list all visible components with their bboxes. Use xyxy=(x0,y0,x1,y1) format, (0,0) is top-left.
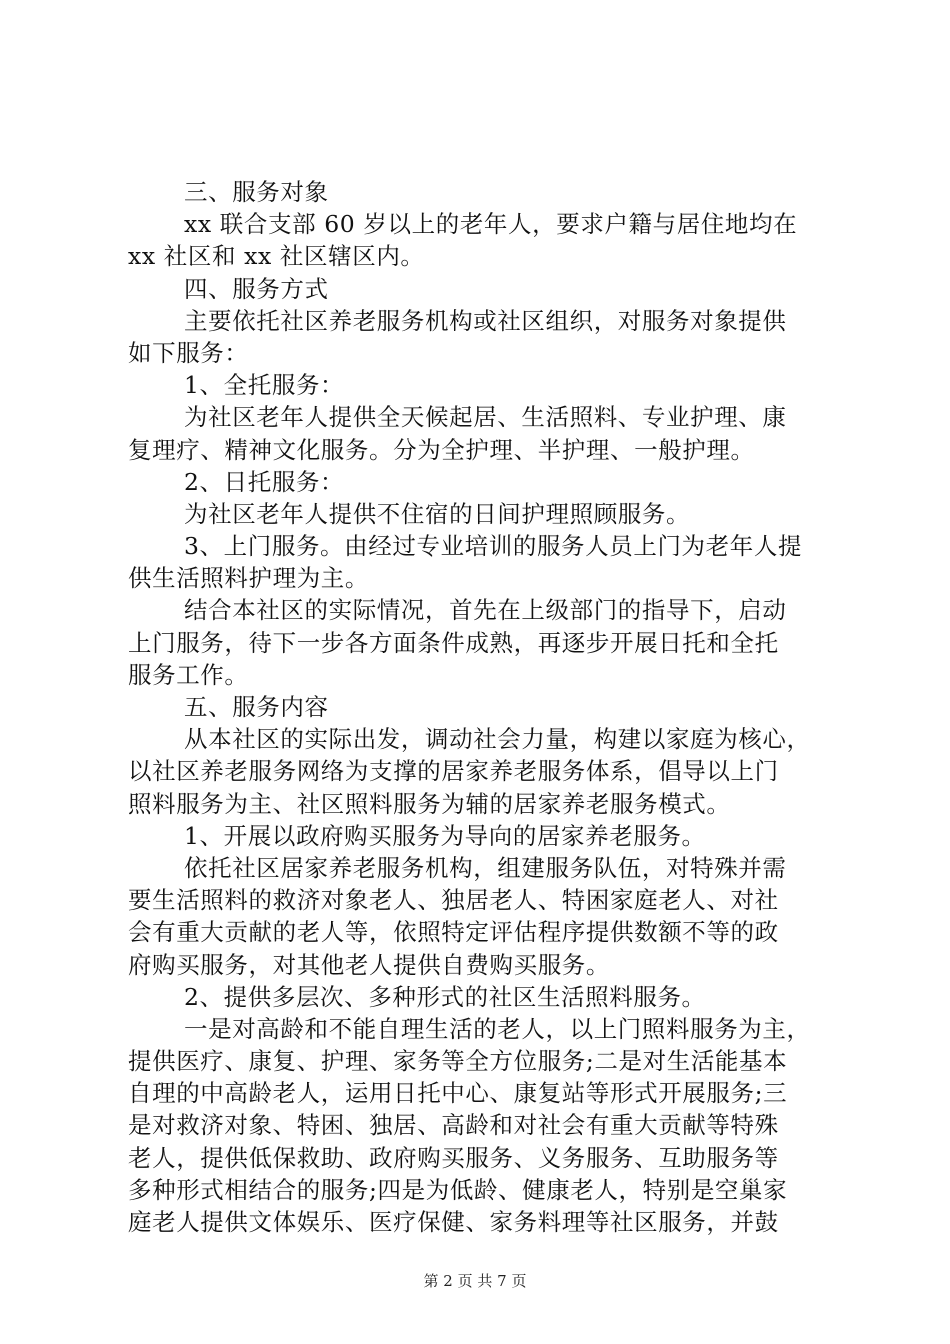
text-line: 府购买服务，对其他老人提供自费购买服务。 xyxy=(128,950,610,979)
text-line: 上门服务，待下一步各方面条件成熟，再逐步开展日托和全托 xyxy=(128,628,779,657)
text-line: 服务工作。 xyxy=(128,660,249,689)
text-line: 照料服务为主、社区照料服务为辅的居家养老服务模式。 xyxy=(128,789,731,818)
text-line: 主要依托社区养老服务机构或社区组织，对服务对象提供 xyxy=(184,306,787,335)
text-line: 3、上门服务。由经过专业培训的服务人员上门为老年人提 xyxy=(184,532,803,561)
text-line: 四、服务方式 xyxy=(184,274,329,303)
text-line: 从本社区的实际出发，调动社会力量，构建以家庭为核心， xyxy=(184,725,811,754)
text-line: 为社区老年人提供全天候起居、生活照料、专业护理、康 xyxy=(184,403,787,432)
text-line: 2、提供多层次、多种形式的社区生活照料服务。 xyxy=(184,982,706,1011)
text-line: 以社区养老服务网络为支撑的居家养老服务体系，倡导以上门 xyxy=(128,757,779,786)
text-line: 2、日托服务： xyxy=(184,467,345,496)
text-line: 如下服务： xyxy=(128,338,249,367)
text-line: 庭老人提供文体娱乐、医疗保健、家务料理等社区服务，并鼓 xyxy=(128,1208,779,1236)
document-body xyxy=(128,176,838,1238)
text-line: 三、服务对象 xyxy=(184,178,329,206)
text-line: 为社区老年人提供不住宿的日间护理照顾服务。 xyxy=(184,499,691,528)
text-line: 复理疗、精神文化服务。分为全护理、半护理、一般护理。 xyxy=(128,435,755,464)
text-line: 依托社区居家养老服务机构，组建服务队伍，对特殊并需 xyxy=(184,853,787,882)
text-line: 提供医疗、康复、护理、家务等全方位服务;二是对生活能基本 xyxy=(128,1047,788,1076)
text-line: 结合本社区的实际情况，首先在上级部门的指导下，启动 xyxy=(184,596,787,625)
text-line: 老人，提供低保救助、政府购买服务、义务服务、互助服务等 xyxy=(128,1143,779,1172)
text-line: 1、全托服务： xyxy=(184,371,345,400)
text-line: xx 社区和 xx 社区辖区内。 xyxy=(128,242,425,271)
text-line: xx 联合支部 60 岁以上的老年人，要求户籍与居住地均在 xyxy=(184,210,798,239)
text-line: 多种形式相结合的服务;四是为低龄、健康老人，特别是空巢家 xyxy=(128,1175,788,1204)
text-line: 供生活照料护理为主。 xyxy=(128,564,369,593)
text-line: 会有重大贡献的老人等，依照特定评估程序提供数额不等的政 xyxy=(128,918,779,947)
text-line: 自理的中高龄老人，运用日托中心、康复站等形式开展服务;三 xyxy=(128,1079,788,1108)
text-line: 1、开展以政府购买服务为导向的居家养老服务。 xyxy=(184,821,706,850)
text-line: 五、服务内容 xyxy=(184,693,329,721)
text-line: 是对救济对象、特困、独居、高龄和对社会有重大贡献等特殊 xyxy=(128,1111,779,1140)
page-footer: 第 2 页 共 7 页 xyxy=(423,1272,527,1290)
text-line: 要生活照料的救济对象老人、独居老人、特困家庭老人、对社 xyxy=(128,886,779,915)
text-line: 一是对高龄和不能自理生活的老人，以上门照料服务为主， xyxy=(184,1014,811,1043)
